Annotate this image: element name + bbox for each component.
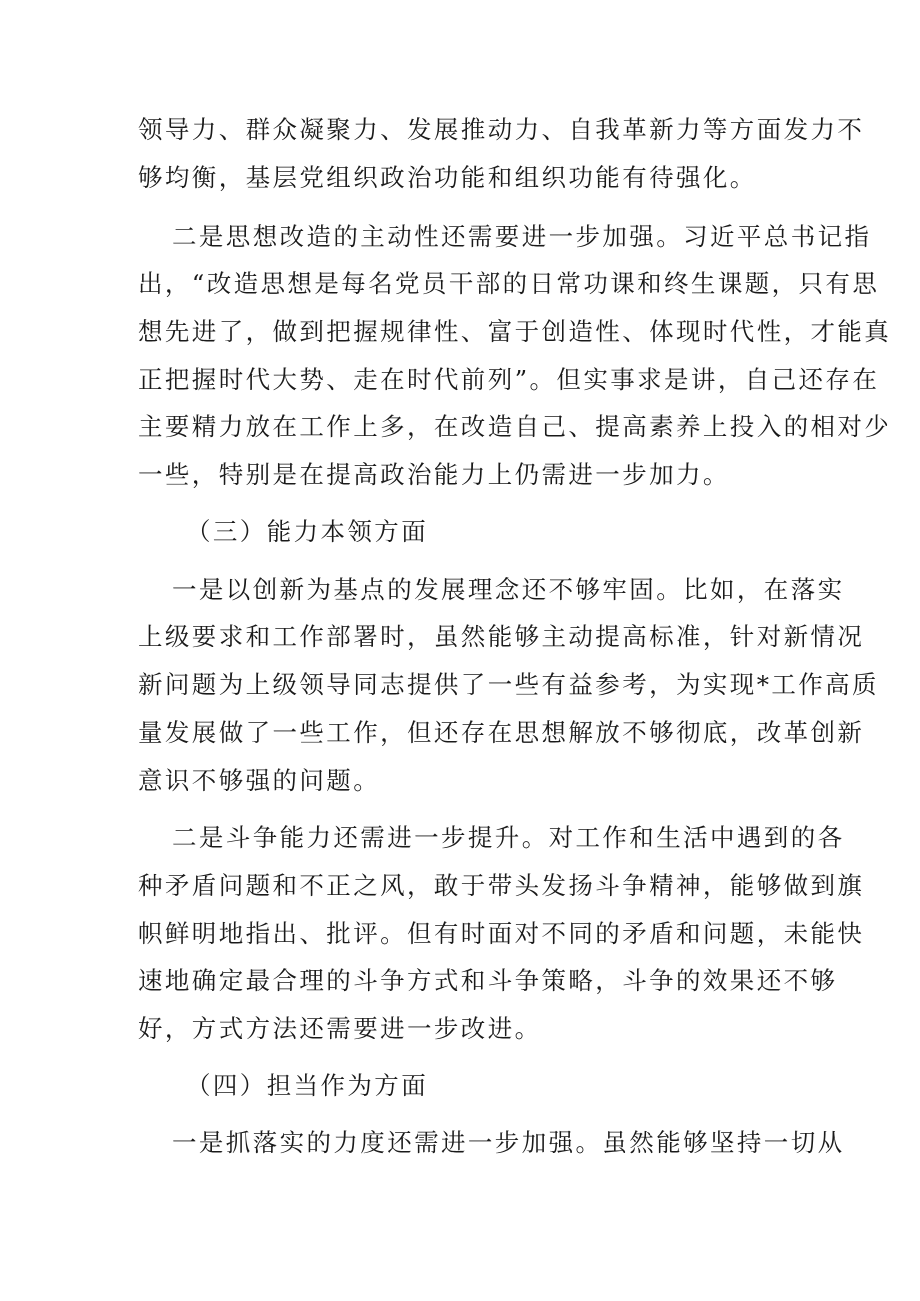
- paragraph-line: 意识不够强的问题。: [138, 766, 381, 795]
- paragraph-line: 够均衡，基层党组织政治功能和组织功能有待强化。: [138, 163, 757, 192]
- paragraph-line: 领导力、群众凝聚力、发展推动力、自我革新力等方面发力不: [138, 115, 865, 144]
- paragraph-line: 量发展做了一些工作，但还存在思想解放不够彻底，改革创新: [138, 718, 865, 747]
- paragraph-line: 速地确定最合理的斗争方式和斗争策略，斗争的效果还不够: [138, 966, 838, 995]
- paragraph-line: 帜鲜明地指出、批评。但有时面对不同的矛盾和问题，未能快: [138, 919, 865, 948]
- paragraph-line: 种矛盾问题和不正之风，敢于带头发扬斗争精神，能够做到旗: [138, 871, 865, 900]
- paragraph-line: 新问题为上级领导同志提供了一些有益参考，为实现*工作高质: [138, 670, 879, 699]
- section-heading: （三）能力本领方面: [186, 517, 429, 546]
- paragraph-line: 二是斗争能力还需进一步提升。对工作和生活中遇到的各: [172, 823, 845, 852]
- paragraph-line: 想先进了，做到把握规律性、富于创造性、体现时代性，才能真: [138, 317, 892, 346]
- paragraph-line: 一是以创新为基点的发展理念还不够牢固。比如，在落实: [172, 575, 845, 604]
- paragraph-line: 一是抓落实的力度还需进一步加强。虽然能够坚持一切从: [172, 1128, 845, 1157]
- paragraph-line: 二是思想改造的主动性还需要进一步加强。习近平总书记指: [172, 222, 872, 251]
- section-heading: （四）担当作为方面: [186, 1071, 429, 1100]
- paragraph-line: 好，方式方法还需要进一步改进。: [138, 1014, 542, 1043]
- paragraph-line: 正把握时代大势、走在时代前列”。但实事求是讲，自己还存在: [138, 365, 880, 394]
- paragraph-line: 一些，特别是在提高政治能力上仍需进一步加力。: [138, 460, 730, 489]
- paragraph-line: 主要精力放在工作上多，在改造自己、提高素养上投入的相对少: [138, 412, 892, 441]
- paragraph-line: 上级要求和工作部署时，虽然能够主动提高标准，针对新情况: [138, 622, 865, 651]
- paragraph-line: 出，“改造思想是每名党员干部的日常功课和终生课题，只有思: [138, 269, 880, 298]
